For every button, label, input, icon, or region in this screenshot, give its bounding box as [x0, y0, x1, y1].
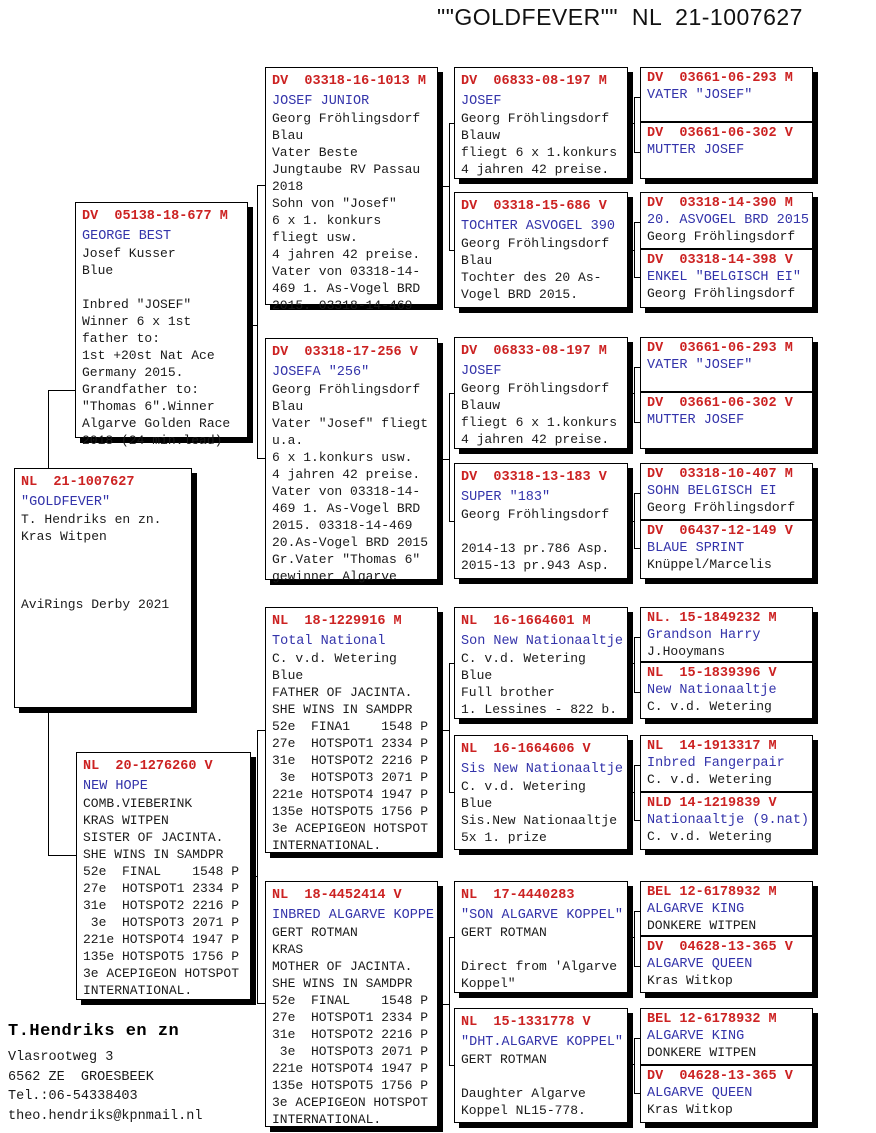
ring-number: DV 03318-10-407 M	[647, 467, 793, 482]
pigeon-name: ALGARVE QUEEN	[647, 1085, 753, 1101]
pigeon-name: TOCHTER ASVOGEL 390	[461, 219, 615, 234]
pigeon-details: Georg Fröhlingsdorf Blau Vater "Josef" fliegt u.a. 6 x 1.konkurs usw. 4 jahren 42 preise. Vater von 03318-14- 469 1. As-Vogel BRD 2015. 03318-14-469 20.As-Vogel BRD 2015 Gr.Vater "Thomas 6" gewinner Algarve	[272, 382, 429, 584]
ring-number: DV 03318-17-256 V	[272, 345, 418, 360]
pigeon-details: Georg Fröhlingsdorf	[647, 229, 796, 244]
pigeon-name: Nationaaltje (9.nat)	[647, 812, 810, 828]
ring-number: BEL 12-6178932 M	[647, 1012, 777, 1027]
pigeon-details: DONKERE WITPEN	[647, 918, 757, 933]
pigeon-details: GERT ROTMAN Direct from 'Algarve Koppel"	[461, 925, 618, 991]
ring-number: DV 03318-14-398 V	[647, 253, 793, 268]
pigeon-details: GERT ROTMAN Daughter Algarve Koppel NL15-778.	[461, 1052, 586, 1118]
ring-number: DV 04628-13-365 V	[647, 940, 793, 955]
sub-box-sire	[641, 1009, 812, 1066]
owner-name: T.Hendriks en zn	[8, 1022, 180, 1041]
pigeon-details: Georg Fröhlingsdorf Blauw fliegt 6 x 1.konkurs 4 jahren 42 preise.	[461, 381, 618, 447]
pigeon-name: INBRED ALGARVE KOPPE	[272, 908, 435, 923]
sub-box-sire	[641, 338, 812, 393]
ring-number: DV 03661-06-293 M	[647, 71, 793, 86]
pigeon-details: C. v.d. Wetering Blue FATHER OF JACINTA. SHE WINS IN SAMDPR 52e FINA1 1548 P 27e HOTSPOT1 2334 P 31e HOTSPOT2 2216 P 3e HOTSPOT3 2071 P 221e HOTSPOT4 1947 P 135e HOTSPOT5 1756 P 3e ACEPIGEON HOTSPOT INTERNATIONAL.	[272, 651, 429, 853]
ring-number: NL 17-4440283	[461, 888, 575, 903]
pigeon-name: VATER "JOSEF"	[647, 88, 753, 103]
pair-gen4-7	[640, 1008, 813, 1123]
pigeon-name: JOSEFA "256"	[272, 365, 370, 380]
pigeon-name: Total National	[272, 634, 386, 649]
ring-number: NL 18-4452414 V	[272, 888, 402, 903]
pigeon-name: 20. ASVOGEL BRD 2015	[647, 213, 810, 228]
pigeon-name: "SON ALGARVE KOPPEL"	[461, 908, 624, 923]
ring-number: DV 05138-18-677 M	[82, 209, 228, 224]
box-dam	[76, 752, 251, 1000]
ring-number: DV 03318-15-686 V	[461, 199, 607, 214]
pigeon-name: MUTTER JOSEF	[647, 413, 745, 428]
box-gen3-7	[454, 1008, 628, 1123]
pigeon-details: C. v.d. Wetering Blue Full brother 1. Lessines - 822 b.	[461, 651, 618, 717]
sub-box-dam	[641, 123, 812, 178]
pigeon-details: Josef Kusser Blue Inbred "JOSEF" Winner 6 x 1st father to: 1st +20st Nat Ace Germany 2015. Grandfather to: "Thomas 6".Winner Algarve Golden Race 2018 (24 min.lead)	[82, 246, 231, 448]
box-gen3-3	[454, 463, 628, 579]
sub-box-sire	[641, 608, 812, 663]
pigeon-name: Grandson Harry	[647, 628, 761, 643]
ring-number: NL 20-1276260 V	[83, 759, 213, 774]
pigeon-details: Knüppel/Marcelis	[647, 557, 772, 572]
ring-number: DV 06833-08-197 M	[461, 74, 607, 89]
pigeon-name: GEORGE BEST	[82, 229, 172, 244]
pigeon-name: ENKEL "BELGISCH EI"	[647, 270, 801, 285]
pigeon-details: Georg Fröhlingsdorf Blau Vater Beste Jungtaube RV Passau 2018 Sohn von "Josef" 6 x 1. konkurs fliegt usw. 4 jahren 42 preise. Vater von 03318-14- 469 1. As-Vogel BRD 2015. 03318-14-469	[272, 111, 421, 313]
pigeon-details: Georg Fröhlingsdorf	[647, 500, 796, 515]
ring-number: NL 16-1664606 V	[461, 742, 591, 757]
pigeon-name: Inbred Fangerpair	[647, 756, 785, 771]
pedigree-title: ""GOLDFEVER"" NL 21-1007627	[437, 4, 803, 30]
pigeon-details: T. Hendriks en zn. Kras Witpen AviRings Derby 2021	[21, 512, 170, 612]
pigeon-name: New Nationaaltje	[647, 683, 777, 698]
sub-box-dam	[641, 1066, 812, 1123]
ring-number: DV 06833-08-197 M	[461, 344, 607, 359]
sub-box-sire	[641, 736, 812, 793]
ring-number: DV 03318-13-183 V	[461, 470, 607, 485]
ring-number: DV 06437-12-149 V	[647, 524, 793, 539]
pigeon-name: ALGARVE QUEEN	[647, 957, 753, 972]
pigeon-name: JOSEF	[461, 94, 502, 109]
box-gen3-4	[454, 607, 628, 719]
box-subject	[14, 468, 192, 708]
ring-number: DV 03661-06-302 V	[647, 396, 793, 411]
sub-box-sire	[641, 882, 812, 937]
pigeon-details: C. v.d. Wetering	[647, 772, 772, 787]
sub-box-dam	[641, 250, 812, 307]
ring-number: NL 16-1664601 M	[461, 614, 591, 629]
pigeon-details: Georg Fröhlingsdorf Blau Tochter des 20 As- Vogel BRD 2015.	[461, 236, 610, 302]
pigeon-name: Son New Nationaaltje	[461, 634, 624, 649]
pigeon-details: Georg Fröhlingsdorf	[647, 286, 796, 301]
pair-gen4-3	[640, 463, 813, 579]
pigeon-details: DONKERE WITPEN	[647, 1045, 757, 1060]
sub-box-sire	[641, 193, 812, 250]
pigeon-name: SOHN BELGISCH EI	[647, 484, 777, 499]
ring-number: DV 03661-06-302 V	[647, 126, 793, 141]
sub-box-dam	[641, 393, 812, 448]
box-gen3-1	[454, 192, 628, 308]
pigeon-name: MUTTER JOSEF	[647, 143, 745, 158]
box-gen2-3	[265, 881, 438, 1127]
pair-gen4-1	[640, 192, 813, 308]
pigeon-details: COMB.VIEBERINK KRAS WITPEN SISTER OF JACINTA. SHE WINS IN SAMDPR 52e FINAL 1548 P 27e HOTSPOT1 2334 P 31e HOTSPOT2 2216 P 3e HOTSPOT3 2071 P 221e HOTSPOT4 1947 P 135e HOTSPOT5 1756 P 3e ACEPIGEON HOTSPOT INTERNATIONAL.	[83, 796, 240, 998]
box-gen3-2	[454, 337, 628, 449]
pigeon-details: GERT ROTMAN KRAS MOTHER OF JACINTA. SHE WINS IN SAMDPR 52e FINAL 1548 P 27e HOTSPOT1 2334 P 31e HOTSPOT2 2216 P 3e HOTSPOT3 2071 P 221e HOTSPOT4 1947 P 135e HOTSPOT5 1756 P 3e ACEPIGEON HOTSPOT INTERNATIONAL.	[272, 925, 429, 1127]
pigeon-details: J.Hooymans	[647, 644, 726, 659]
sub-box-dam	[641, 663, 812, 718]
sub-box-sire	[641, 464, 812, 521]
pigeon-name: ALGARVE KING	[647, 1029, 745, 1044]
pigeon-name: Sis New Nationaaltje	[461, 762, 624, 777]
ring-number: NL 21-1007627	[21, 475, 135, 490]
pair-gen4-4	[640, 607, 813, 719]
pigeon-name: "GOLDFEVER"	[21, 495, 111, 510]
box-gen2-1	[265, 338, 438, 584]
ring-number: BEL 12-6178932 M	[647, 885, 777, 900]
pigeon-details: C. v.d. Wetering	[647, 699, 772, 714]
pigeon-name: NEW HOPE	[83, 779, 148, 794]
ring-number: NLD 14-1219839 V	[647, 795, 777, 811]
pigeon-name: JOSEF JUNIOR	[272, 94, 370, 109]
sub-box-dam	[641, 521, 812, 578]
pigeon-name: ALGARVE KING	[647, 902, 745, 917]
pair-gen4-2	[640, 337, 813, 449]
pigeon-details: C. v.d. Wetering Blue Sis.New Nationaaltje 5x 1. prize	[461, 779, 618, 845]
box-gen3-0	[454, 67, 628, 179]
pigeon-details: Georg Fröhlingsdorf Blauw fliegt 6 x 1.konkurs 4 jahren 42 preise.	[461, 111, 618, 177]
box-gen2-2	[265, 607, 438, 853]
sub-box-sire	[641, 68, 812, 123]
pigeon-details: Georg Fröhlingsdorf 2014-13 pr.786 Asp. 2015-13 pr.943 Asp.	[461, 507, 610, 573]
pigeon-details: C. v.d. Wetering	[647, 828, 772, 844]
pair-gen4-0	[640, 67, 813, 179]
ring-number: DV 03318-16-1013 M	[272, 74, 426, 89]
box-gen2-0	[265, 67, 438, 313]
ring-number: DV 03661-06-293 M	[647, 341, 793, 356]
box-sire	[75, 202, 248, 448]
pigeon-name: "DHT.ALGARVE KOPPEL"	[461, 1035, 624, 1050]
pair-gen4-6	[640, 881, 813, 993]
box-gen3-6	[454, 881, 628, 993]
pigeon-name: SUPER "183"	[461, 490, 551, 505]
pigeon-name: JOSEF	[461, 364, 502, 379]
sub-box-dam	[641, 793, 812, 850]
pigeon-details: Kras Witkop	[647, 1101, 733, 1117]
ring-number: NL 18-1229916 M	[272, 614, 402, 629]
ring-number: NL 15-1331778 V	[461, 1015, 591, 1030]
pair-gen4-5	[640, 735, 813, 850]
box-gen3-5	[454, 735, 628, 850]
ring-number: NL 14-1913317 M	[647, 739, 777, 754]
ring-number: DV 04628-13-365 V	[647, 1068, 793, 1084]
pigeon-details: Kras Witkop	[647, 973, 733, 988]
sub-box-dam	[641, 937, 812, 992]
pigeon-name: VATER "JOSEF"	[647, 358, 753, 373]
ring-number: DV 03318-14-390 M	[647, 196, 793, 211]
ring-number: NL 15-1839396 V	[647, 666, 777, 681]
owner-address: Vlasrootweg 3 6562 ZE GROESBEEK Tel.:06-54338403 theo.hendriks@kpnmail.nl	[8, 1050, 203, 1124]
pigeon-name: BLAUE SPRINT	[647, 541, 745, 556]
ring-number: NL. 15-1849232 M	[647, 611, 777, 626]
